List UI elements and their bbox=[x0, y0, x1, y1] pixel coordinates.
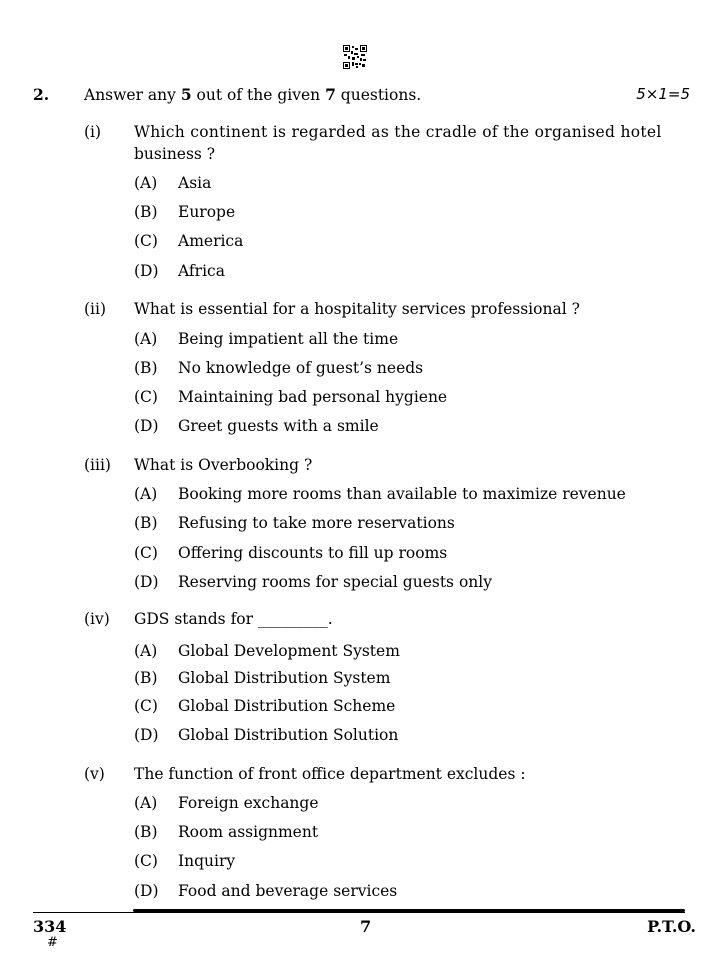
item-number: (iv) bbox=[84, 610, 110, 628]
item-text-continued: business ? bbox=[134, 145, 216, 163]
marks-allocation: 5×1=5 bbox=[636, 85, 690, 103]
option-text: Asia bbox=[178, 174, 212, 192]
option-text: Inquiry bbox=[178, 852, 236, 870]
item-number: (v) bbox=[84, 765, 105, 783]
instruction-post: questions. bbox=[335, 86, 422, 104]
option-text: America bbox=[178, 232, 244, 250]
item-text: What is essential for a hospitality services professional ? bbox=[134, 300, 580, 318]
option-label: (C) bbox=[134, 388, 158, 406]
option-text: Global Distribution System bbox=[178, 669, 391, 687]
page-number: 7 bbox=[360, 917, 372, 936]
option-text: No knowledge of guest’s needs bbox=[178, 359, 424, 377]
pto-label: P.T.O. bbox=[647, 917, 696, 936]
option-label: (B) bbox=[134, 203, 158, 221]
hash-mark: # bbox=[47, 935, 58, 950]
option-label: (A) bbox=[134, 794, 158, 812]
instruction-count: 5 bbox=[180, 85, 192, 104]
option-label: (D) bbox=[134, 882, 159, 900]
instruction-mid: out of the given bbox=[191, 86, 326, 104]
option-label: (B) bbox=[134, 823, 158, 841]
option-text: Being impatient all the time bbox=[178, 330, 399, 348]
instruction-total: 7 bbox=[325, 85, 336, 104]
option-label: (A) bbox=[134, 485, 158, 503]
option-label: (D) bbox=[134, 726, 159, 744]
option-text: Africa bbox=[178, 262, 225, 280]
option-text: Global Distribution Solution bbox=[178, 726, 399, 744]
option-text: Refusing to take more reservations bbox=[178, 514, 455, 532]
instruction-pre: Answer any bbox=[84, 86, 181, 104]
paper-code: 334 bbox=[33, 917, 67, 936]
option-text: Global Distribution Scheme bbox=[178, 697, 396, 715]
option-text: Offering discounts to fill up rooms bbox=[178, 544, 448, 562]
footer-rule-thin bbox=[33, 912, 685, 913]
option-text: Booking more rooms than available to maximize revenue bbox=[178, 485, 626, 503]
item-number: (ii) bbox=[84, 300, 107, 318]
item-number: (iii) bbox=[84, 456, 111, 474]
option-label: (A) bbox=[134, 174, 158, 192]
option-label: (C) bbox=[134, 697, 158, 715]
option-label: (B) bbox=[134, 514, 158, 532]
item-text: What is Overbooking ? bbox=[134, 456, 313, 474]
option-label: (D) bbox=[134, 417, 159, 435]
option-text: Food and beverage services bbox=[178, 882, 398, 900]
option-label: (B) bbox=[134, 669, 158, 687]
option-label: (D) bbox=[134, 262, 159, 280]
option-label: (A) bbox=[134, 642, 158, 660]
option-text: Global Development System bbox=[178, 642, 400, 660]
option-text: Greet guests with a smile bbox=[178, 417, 379, 435]
item-text: GDS stands for _________. bbox=[134, 610, 333, 628]
option-label: (C) bbox=[134, 852, 158, 870]
item-text: Which continent is regarded as the cradle of the organised hotel bbox=[134, 123, 662, 141]
option-label: (C) bbox=[134, 544, 158, 562]
option-text: Foreign exchange bbox=[178, 794, 319, 812]
option-label: (B) bbox=[134, 359, 158, 377]
qr-code bbox=[343, 45, 367, 69]
option-text: Reserving rooms for special guests only bbox=[178, 573, 492, 591]
item-number: (i) bbox=[84, 123, 102, 141]
option-text: Europe bbox=[178, 203, 236, 221]
question-number: 2. bbox=[33, 85, 50, 104]
option-label: (D) bbox=[134, 573, 159, 591]
item-text: The function of front office department excludes : bbox=[134, 765, 526, 783]
question-instruction bbox=[84, 85, 421, 105]
option-text: Maintaining bad personal hygiene bbox=[178, 388, 448, 406]
option-label: (A) bbox=[134, 330, 158, 348]
option-label: (C) bbox=[134, 232, 158, 250]
option-text: Room assignment bbox=[178, 823, 319, 841]
